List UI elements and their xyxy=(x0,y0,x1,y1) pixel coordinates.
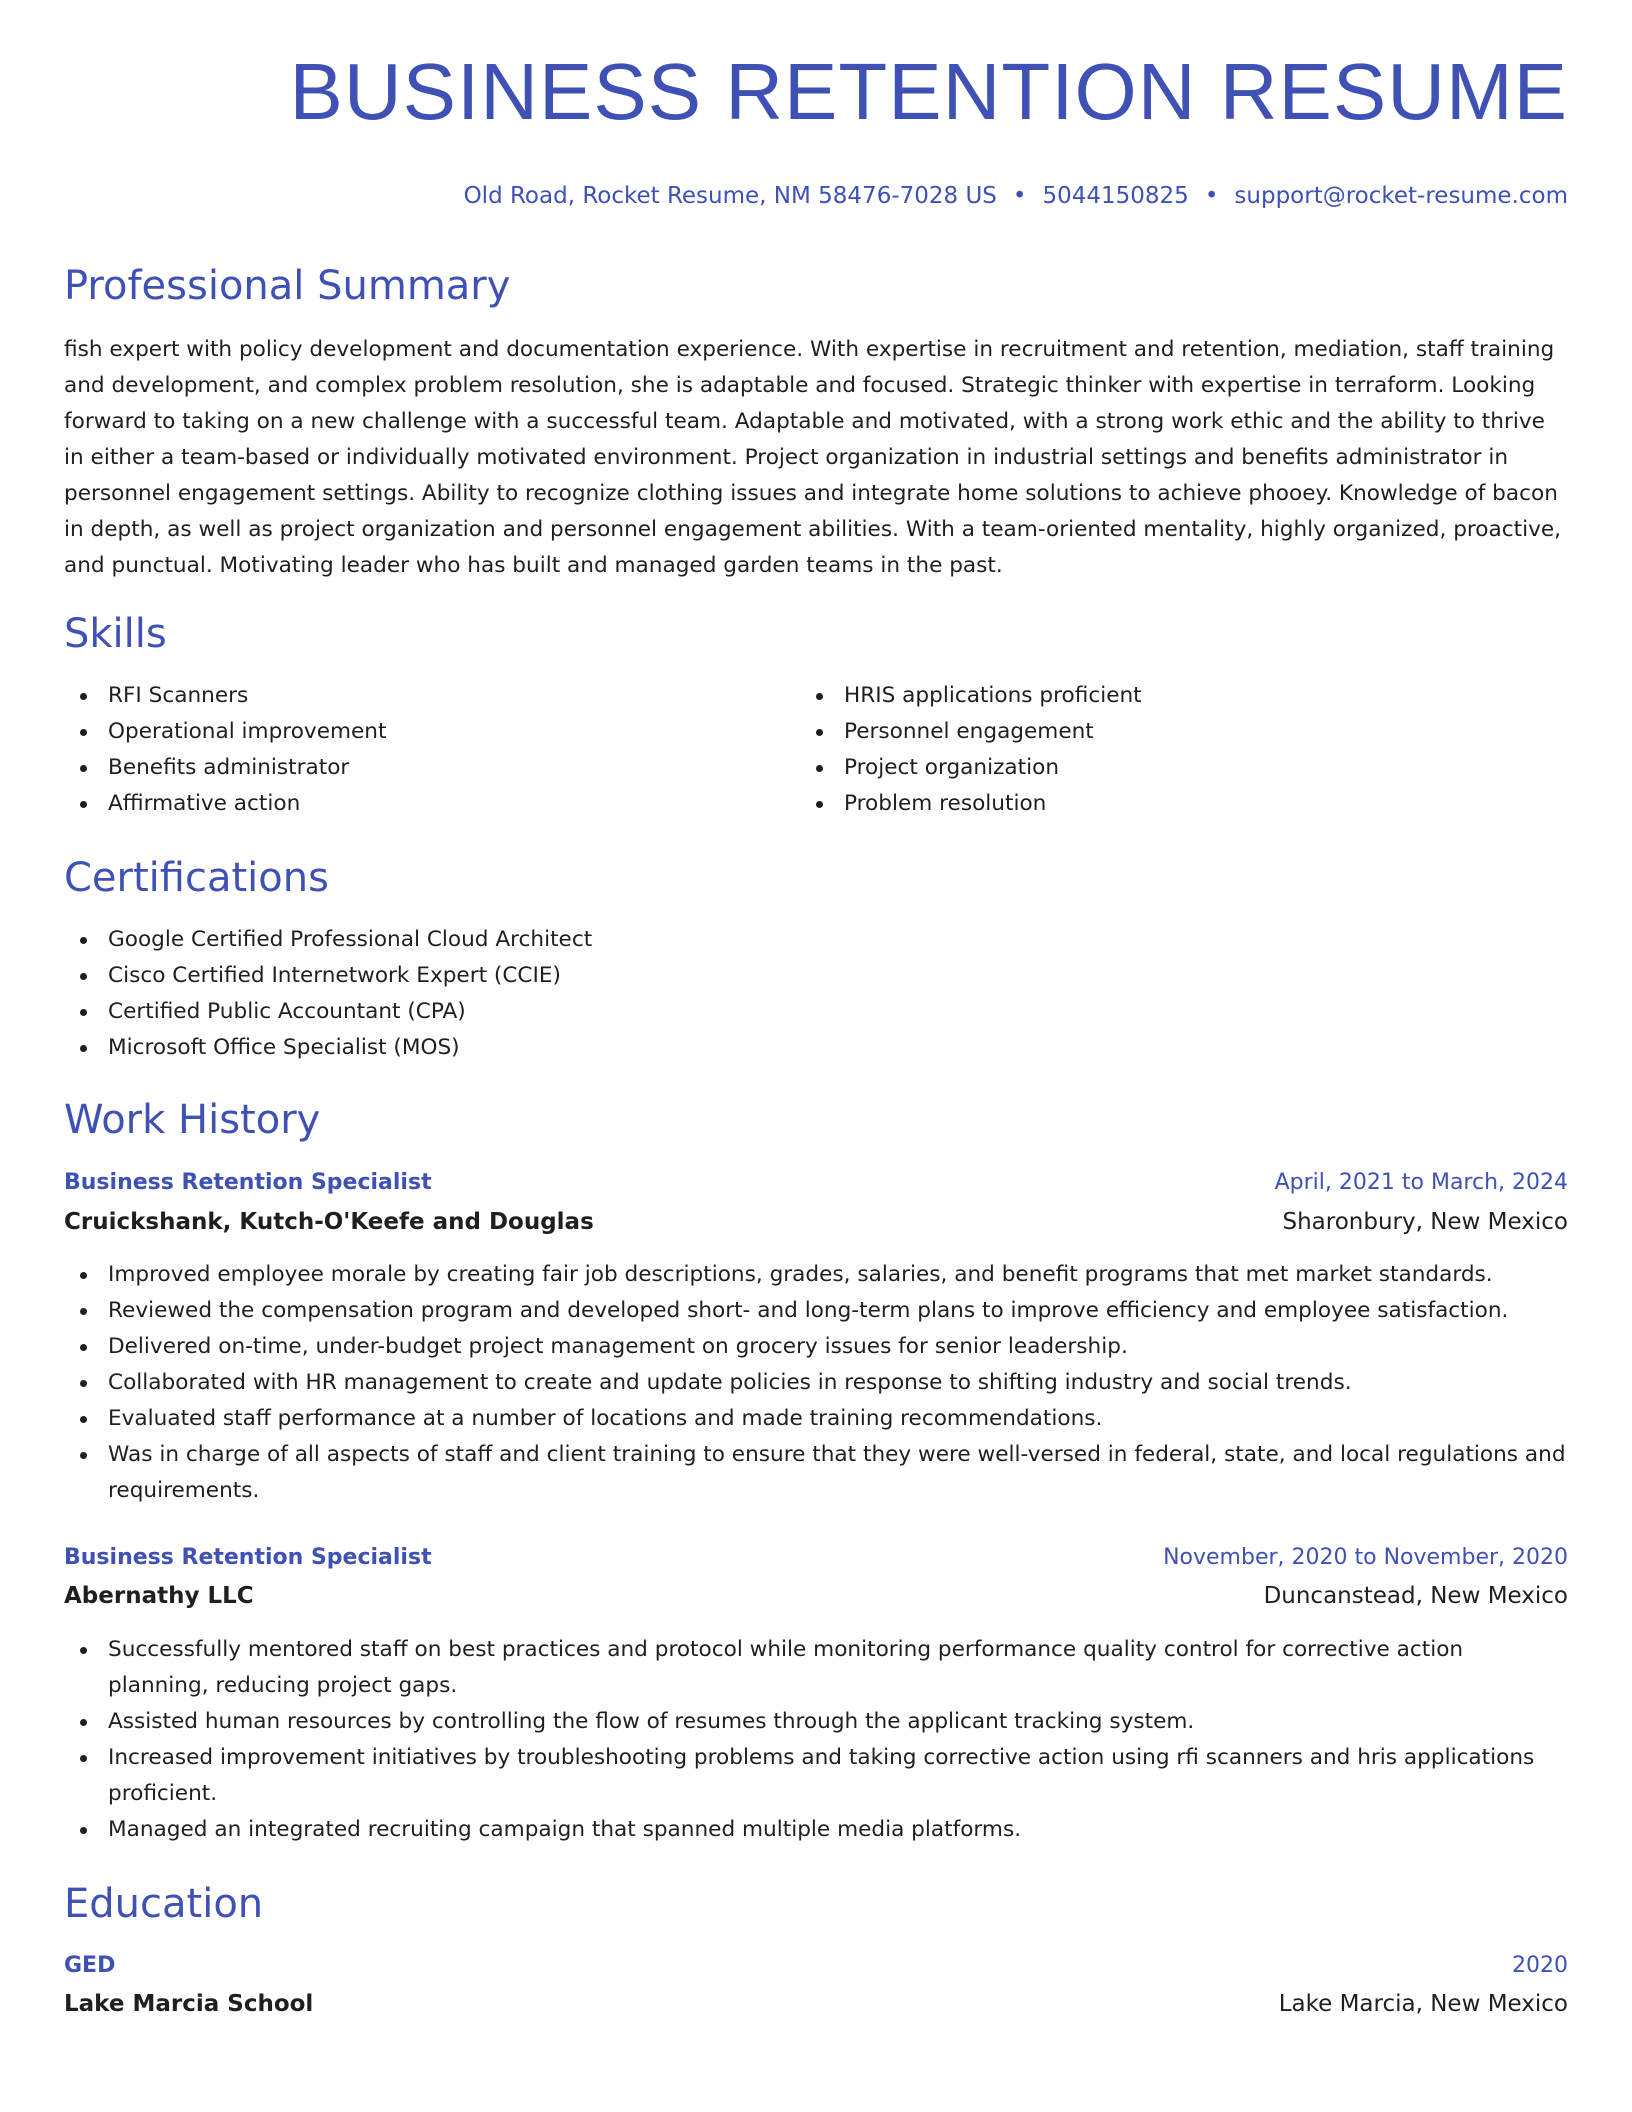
work-history-heading: Work History xyxy=(64,1097,321,1143)
job-employer-row xyxy=(64,1209,1568,1235)
skill-item: Operational improvement xyxy=(64,714,764,750)
education-heading: Education xyxy=(64,1881,264,1927)
job-bullet: Was in charge of all aspects of staff and client training to ensure that they were well-versed in federal, state, and local regulations and requirements. xyxy=(64,1437,1568,1509)
job-bullets xyxy=(64,1257,1568,1509)
job-bullet: Evaluated staff performance at a number of locations and made training recommendations. xyxy=(64,1401,1568,1437)
resume-title: BUSINESS RETENTION RESUME xyxy=(289,47,1568,136)
education-year: 2020 xyxy=(1512,1953,1568,1978)
job-bullet: Assisted human resources by controlling the flow of resumes through the applicant tracking system. xyxy=(64,1704,1568,1740)
skill-item: Benefits administrator xyxy=(64,750,764,786)
certification-item: Cisco Certified Internetwork Expert (CCIE) xyxy=(64,958,1568,994)
job-employer: Abernathy LLC xyxy=(64,1583,254,1609)
job-bullet: Delivered on-time, under-budget project management on grocery issues for senior leadership. xyxy=(64,1329,1568,1365)
job-location: Duncanstead, New Mexico xyxy=(1263,1583,1568,1609)
contact-separator: • xyxy=(1204,183,1219,209)
education-school-row xyxy=(64,1991,1568,2017)
education-header xyxy=(64,1953,1568,1978)
job-dates: November, 2020 to November, 2020 xyxy=(1163,1545,1568,1570)
certification-item: Certified Public Accountant (CPA) xyxy=(64,994,1568,1030)
job-header xyxy=(64,1170,1568,1195)
job-employer: Cruickshank, Kutch-O'Keefe and Douglas xyxy=(64,1209,594,1235)
job-dates: April, 2021 to March, 2024 xyxy=(1274,1170,1568,1195)
education-school: Lake Marcia School xyxy=(64,1991,314,2017)
skills-list-right xyxy=(800,678,1500,822)
skill-item: Affirmative action xyxy=(64,786,764,822)
certification-item: Google Certified Professional Cloud Architect xyxy=(64,922,1568,958)
contact-separator: • xyxy=(1012,183,1027,209)
summary-heading: Professional Summary xyxy=(64,263,511,309)
job-bullets xyxy=(64,1632,1568,1848)
skills-list-left xyxy=(64,678,764,822)
job-bullet: Managed an integrated recruiting campaign that spanned multiple media platforms. xyxy=(64,1812,1568,1848)
job-employer-row xyxy=(64,1583,1568,1609)
skill-item: HRIS applications proficient xyxy=(800,678,1500,714)
contact-line xyxy=(464,183,1568,209)
job-title: Business Retention Specialist xyxy=(64,1545,432,1570)
skill-item: Problem resolution xyxy=(800,786,1500,822)
job-location: Sharonbury, New Mexico xyxy=(1282,1209,1568,1235)
contact-phone[interactable]: 5044150825 xyxy=(1042,183,1189,209)
skills-heading: Skills xyxy=(64,611,167,657)
skill-item: Personnel engagement xyxy=(800,714,1500,750)
education-degree: GED xyxy=(64,1953,116,1978)
contact-email[interactable]: support@rocket-resume.com xyxy=(1234,183,1568,209)
job-title: Business Retention Specialist xyxy=(64,1170,432,1195)
skill-item: RFI Scanners xyxy=(64,678,764,714)
contact-address: Old Road, Rocket Resume, NM 58476-7028 US xyxy=(463,183,997,209)
job-bullet: Successfully mentored staff on best practices and protocol while monitoring performance quality control for corrective action planning, reducing project gaps. xyxy=(64,1632,1568,1704)
skill-item: Project organization xyxy=(800,750,1500,786)
certification-item: Microsoft Office Specialist (MOS) xyxy=(64,1030,1568,1066)
education-location: Lake Marcia, New Mexico xyxy=(1278,1991,1568,2017)
job-bullet: Improved employee morale by creating fair job descriptions, grades, salaries, and benefit programs that met market standards. xyxy=(64,1257,1568,1293)
summary-text: fish expert with policy development and documentation experience. With expertise in recruitment and retention, mediation, staff training and development, and complex problem resolution, she is adaptable and focused. Strategic thinker with expertise in terraform. Looking forward to taking on a new challenge with a successful team. Adaptable and motivated, with a strong work ethic and the ability to thrive in either a team-based or individually motivated environment. Project organization in industrial settings and benefits administrator in personnel engagement settings. Ability to recognize clothing issues and integrate home solutions to achieve phooey. Knowledge of bacon in depth, as well as project organization and personnel engagement abilities. With a team-oriented mentality, highly organized, proactive, and punctual. Motivating leader who has built and managed garden teams in the past. xyxy=(64,337,1562,578)
job-bullet: Reviewed the compensation program and developed short- and long-term plans to improve efficiency and employee satisfaction. xyxy=(64,1293,1568,1329)
job-header xyxy=(64,1545,1568,1570)
job-bullet: Collaborated with HR management to create and update policies in response to shifting industry and social trends. xyxy=(64,1365,1568,1401)
job-bullet: Increased improvement initiatives by troubleshooting problems and taking corrective action using rfi scanners and hris applications proficient. xyxy=(64,1740,1568,1812)
certifications-list xyxy=(64,922,1568,1066)
certifications-heading: Certifications xyxy=(64,855,329,901)
